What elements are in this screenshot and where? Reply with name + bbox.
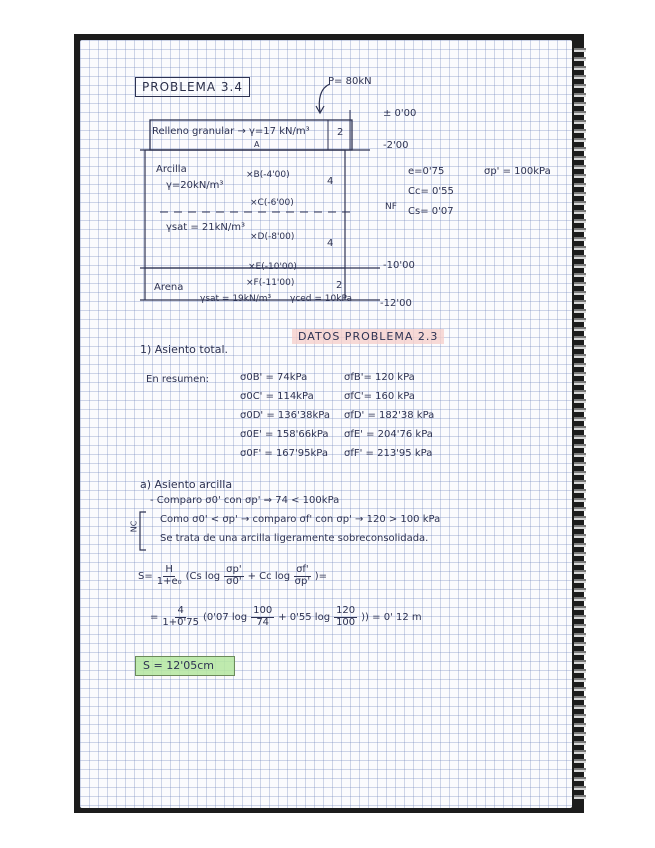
datos-title — [292, 330, 444, 343]
compare-line-3: Se trata de una arcilla ligeramente sobreconsolidada. — [160, 533, 429, 544]
problem-title: PROBLEMA 3.4 — [135, 77, 250, 97]
datos-title-text: DATOS PROBLEMA 2.3 — [292, 329, 444, 344]
arcilla-label: Arcilla — [156, 164, 187, 175]
resumen-left-3: σ0E' = 158'66kPa — [240, 429, 329, 440]
formula-h-den: 1+e₀ — [156, 575, 182, 587]
resumen-label: En resumen: — [146, 374, 210, 385]
formula-f2-fraction — [294, 565, 311, 587]
gamma-sat-arena: γsat = 19kN/m³ — [200, 294, 272, 304]
formula-tail: )= — [314, 570, 327, 582]
relleno-thickness: 2 — [337, 127, 344, 138]
prop-cs: Cs= 0'07 — [408, 206, 454, 217]
formula-h-num: H — [165, 564, 173, 575]
sub-h-den: 1+0'75 — [162, 616, 199, 628]
arena-label: Arena — [154, 282, 184, 293]
resumen-right-4: σfF' = 213'95 kPa — [344, 448, 433, 459]
gamma-arcilla: γ=20kN/m³ — [166, 180, 224, 191]
sub-a-num: 100 — [253, 605, 273, 616]
sub-a-den: 74 — [256, 616, 270, 628]
point-a: A — [254, 140, 260, 149]
sub-a-fraction — [251, 606, 274, 628]
sub-b-fraction — [334, 606, 357, 628]
formula-term1: (Cs log — [185, 570, 221, 582]
compare-line-1: - Comparo σ0' con σp' ⇒ 74 < 100kPa — [150, 495, 340, 506]
resumen-right-0: σfB'= 120 kPa — [344, 372, 415, 383]
gamma-ced: γced = 10kPa — [290, 294, 352, 304]
resumen-right-3: σfE' = 204'76 kPa — [344, 429, 433, 440]
formula-lhs: S= — [138, 570, 153, 582]
formula-h-fraction — [157, 565, 182, 587]
level-2: -2'00 — [383, 140, 409, 151]
nf-label: NF — [385, 202, 397, 212]
point-b: ×B(-4'00) — [246, 170, 290, 180]
section-asiento-total: 1) Asiento total. — [140, 343, 229, 356]
level-10: -10'00 — [383, 260, 415, 271]
resumen-right-2: σfD' = 182'38 kPa — [344, 410, 435, 421]
result-value: S = 12'05cm — [143, 659, 214, 672]
point-d: ×D(-8'00) — [250, 232, 295, 242]
compare-line-2: Como σ0' < σp' → comparo σf' con σp' → 120 > 100 kPa — [160, 514, 441, 525]
load-label: P= 80kN — [328, 76, 372, 87]
formula-term2: + Cc log — [247, 570, 291, 582]
section-asiento-arcilla: a) Asiento arcilla — [140, 478, 233, 491]
sigma-p: σp' = 100kPa — [484, 166, 551, 177]
sub-term1: (0'07 log — [202, 611, 248, 623]
bracket-note: NC — [129, 520, 139, 533]
formula-f1-den: σ0' — [226, 575, 242, 587]
sub-h-num: 4 — [177, 605, 184, 616]
resumen-left-0: σ0B' = 74kPa — [240, 372, 308, 383]
level-0: ± 0'00 — [383, 108, 417, 119]
resumen-right-1: σfC'= 160 kPa — [344, 391, 415, 402]
point-e: ×E(-10'00) — [248, 262, 297, 272]
resumen-left-2: σ0D' = 136'38kPa — [240, 410, 330, 421]
formula-f1-num: σp' — [226, 564, 242, 575]
sub-term2: + 0'55 log — [278, 611, 331, 623]
formula-f2-den: σp' — [294, 575, 311, 587]
arena-thickness: 2 — [336, 280, 343, 291]
sub-h-fraction — [162, 606, 199, 628]
arcilla-thickness-bottom: 4 — [327, 238, 334, 249]
sub-b-num: 120 — [336, 605, 356, 616]
resumen-left-4: σ0F' = 167'95kPa — [240, 448, 328, 459]
sub-result: )) = 0' 12 m — [361, 611, 422, 623]
settlement-formula — [138, 565, 327, 587]
point-f: ×F(-11'00) — [246, 278, 295, 288]
settlement-substitution — [150, 606, 422, 628]
arcilla-thickness-top: 4 — [327, 176, 334, 187]
point-c: ×C(-6'00) — [250, 198, 294, 208]
level-12: -12'00 — [380, 298, 412, 309]
spiral-binding — [574, 48, 586, 800]
prop-cc: Cc= 0'55 — [408, 186, 454, 197]
sub-eq: = — [150, 611, 159, 623]
sub-b-den: 100 — [336, 616, 356, 628]
formula-f1-fraction — [224, 565, 243, 587]
gamma-sat-arcilla: γsat = 21kN/m³ — [166, 222, 246, 233]
relleno-label: Relleno granular → γ=17 kN/m³ — [152, 126, 310, 137]
formula-f2-num: σf' — [296, 564, 309, 575]
prop-e: e=0'75 — [408, 166, 445, 177]
resumen-left-1: σ0C' = 114kPa — [240, 391, 314, 402]
